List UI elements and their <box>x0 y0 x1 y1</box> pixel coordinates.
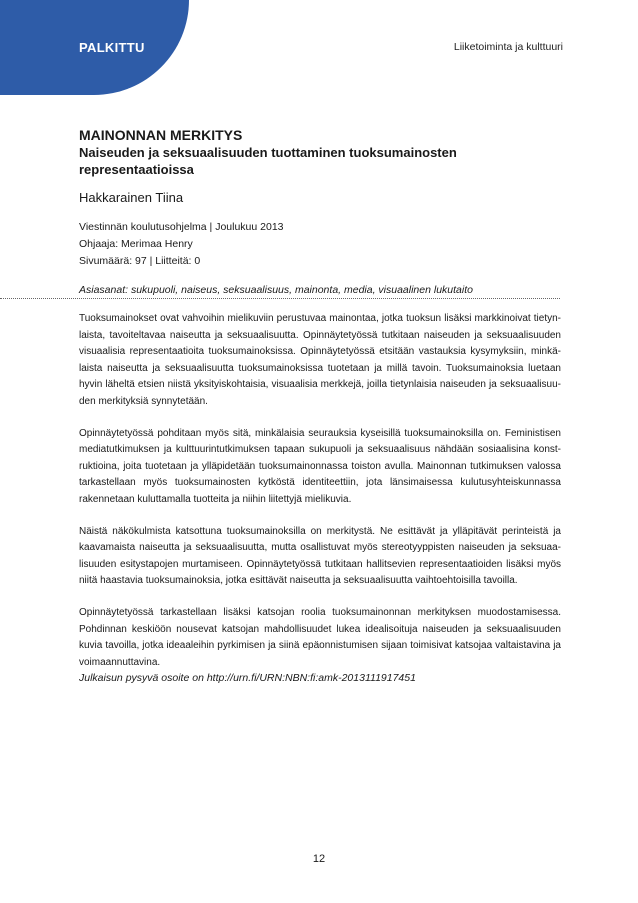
dotted-divider <box>0 298 560 299</box>
author-name: Hakkarainen Tiina <box>79 190 184 205</box>
thesis-title: MAINONNAN MERKITYS <box>79 127 243 143</box>
keywords: Asiasanat: sukupuoli, naiseus, seksuaalisuus, mainonta, media, visuaalinen lukutaito <box>79 284 473 296</box>
section-label: PALKITTU <box>79 40 145 55</box>
meta-supervisor: Ohjaaja: Merimaa Henry <box>79 238 193 250</box>
running-head: Liiketoiminta ja kulttuuri <box>453 41 563 53</box>
abstract-body <box>79 311 561 687</box>
abstract-paragraph: Tuoksumainokset ovat vahvoihin mielikuviin perustuvaa mainontaa, jotka tuoksun lisäksi markkinoivat tietyn-laista, tavoiteltavaa naiseutta ja seksuaalisuutta. Opinnäytetyössä tutkitaan naiseuden ja seksuaalisuuden visuaalisia representaatioita tuoksumainoksissa. Opinnäytetyössä etsitään vastauksia kysymyksiin, minkä-laista naiseutta ja seksuaalisuutta tuoksumainoksissa tuotetaan ja millä tavoin. Tuoksumainoksia luetaan hyvin läheltä etsien niistä yksityiskohtaisia, visuaalisia merkkejä, joilla tietynlaisia naiseuden ja seksuaalisuu-den merkityksiä synnytetään. <box>79 313 561 407</box>
page-number: 12 <box>312 853 326 865</box>
thesis-subtitle: Naiseuden ja seksuaalisuuden tuottaminen tuoksumainosten representaatioissa <box>79 145 457 177</box>
abstract-header <box>79 126 561 309</box>
permanent-url: Julkaisun pysyvä osoite on http://urn.fi/URN:NBN:fi:amk-2013111917451 <box>79 672 416 684</box>
meta-program-date: Viestinnän koulutusohjelma | Joulukuu 2013 <box>79 221 284 233</box>
abstract-paragraph: Näistä näkökulmista katsottuna tuoksumainoksilla on merkitystä. Ne esittävät ja ylläpitävät perinteistä ja kaavamaista naiseutta ja seksuaalisuutta, mutta osallistuvat myös stereotyyppisten naiseuden ja seksuaa-lisuuden esitystapojen murtamiseen. Opinnäytetyössä tutkitaan hallitsevien representaatioiden lisäksi myös niitä haastavia tuoksumainoksia, jotka esittävät naiseutta ja seksuaalisuutta vaihtoehtoisilla tavoilla. <box>79 525 561 586</box>
abstract-paragraph: Opinnäytetyössä tarkastellaan lisäksi katsojan roolia tuoksumainonnan merkityksen muodostamisessa. Pohdinnan keskiöön nousevat katsojan mahdollisuudet lukea idealisoituja naiseuden ja seksuaalisuuden kuvia tavoilla, jotka ideaaleihin pyrkimisen ja siinä epäonnistumisen sijaan toimisivat katsojaa valtaistavina ja voimaannuttavina. <box>79 607 561 668</box>
meta-pages: Sivumäärä: 97 | Liitteitä: 0 <box>79 255 201 267</box>
abstract-paragraph: Opinnäytetyössä pohditaan myös sitä, minkälaisia seurauksia kyseisillä tuoksumainoksilla on. Feministisen mediatutkimuksen ja kulttuurintutkimuksen tapaan sukupuoli ja seksuaalisuus nähdään sosiaalisina konst-ruktioina, joita tuotetaan ja ylläpidetään tuoksumainonnassa toiston avulla. Mainonnan tutkimuksen valossa tarkastellaan myös tuoksumainosten kytköstä identiteettiin, jota länsimaisessa kulutusyhteiskunnassa rakennetaan kuluttamalla tuotteita ja niihin liitettyjä mielikuvia. <box>79 427 561 505</box>
